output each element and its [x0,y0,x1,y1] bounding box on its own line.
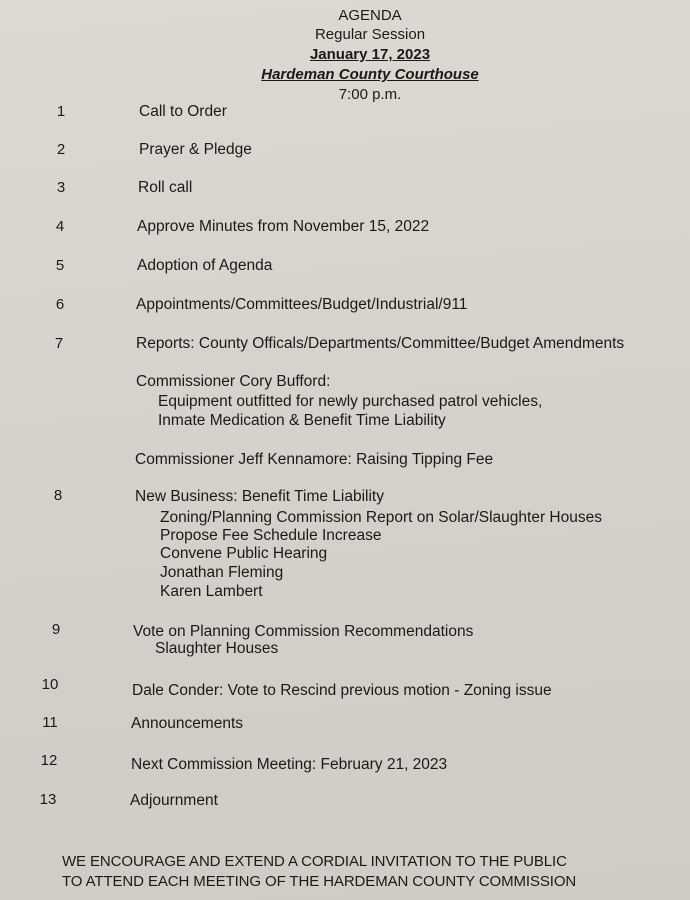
item-text: Next Commission Meeting: February 21, 2023 [131,756,448,773]
item-number: 3 [56,179,66,196]
footer-line: WE ENCOURAGE AND EXTEND A CORDIAL INVITATION TO THE PUBLIC [62,853,567,870]
sub-item: Slaughter Houses [155,640,279,657]
footer-line: TO ATTEND EACH MEETING OF THE HARDEMAN COUNTY COMMISSION [62,873,577,890]
meeting-time: 7:00 p.m. [338,86,402,103]
item-text: Call to Order [139,103,227,120]
item-number: 6 [55,296,65,313]
item-text: Appointments/Committees/Budget/Industrial/911 [136,296,468,313]
item-text: Roll call [138,179,193,196]
item-number: 11 [42,714,58,731]
sub-item: Convene Public Hearing [160,545,328,562]
session-type: Regular Session [314,26,426,43]
report-heading: Commissioner Jeff Kennamore: Raising Tipping Fee [135,451,494,468]
meeting-date: January 17, 2023 [309,46,431,63]
sub-item: Zoning/Planning Commission Report on Solar/Slaughter Houses [160,509,602,526]
item-text: New Business: Benefit Time Liability [135,488,384,505]
item-text: Announcements [131,715,244,732]
sub-item: Jonathan Fleming [160,564,284,581]
report-line: Equipment outfitted for newly purchased patrol vehicles, [158,393,543,410]
sub-item: Karen Lambert [160,583,263,600]
item-number: 10 [41,676,59,693]
item-number: 5 [55,257,65,274]
item-text: Reports: County Officals/Departments/Committee/Budget Amendments [136,335,625,352]
report-heading: Commissioner Cory Bufford: [136,373,331,390]
item-text: Vote on Planning Commission Recommendations [133,623,474,640]
item-text: Dale Conder: Vote to Rescind previous motion - Zoning issue [132,682,552,699]
meeting-location: Hardeman County Courthouse [261,66,479,83]
item-number: 9 [51,621,61,638]
item-text: Adoption of Agenda [137,257,273,274]
item-text: Prayer & Pledge [139,141,252,158]
item-number: 12 [40,752,58,769]
agenda-title: AGENDA [338,7,402,24]
item-text: Approve Minutes from November 15, 2022 [137,218,430,235]
item-number: 1 [56,103,66,120]
item-number: 4 [55,218,65,235]
item-number: 8 [53,487,63,504]
report-line: Inmate Medication & Benefit Time Liability [158,412,446,429]
item-number: 7 [54,335,64,352]
item-text: Adjournment [130,792,218,809]
item-number: 13 [39,791,57,808]
sub-item: Propose Fee Schedule Increase [160,527,382,544]
item-number: 2 [56,141,66,158]
